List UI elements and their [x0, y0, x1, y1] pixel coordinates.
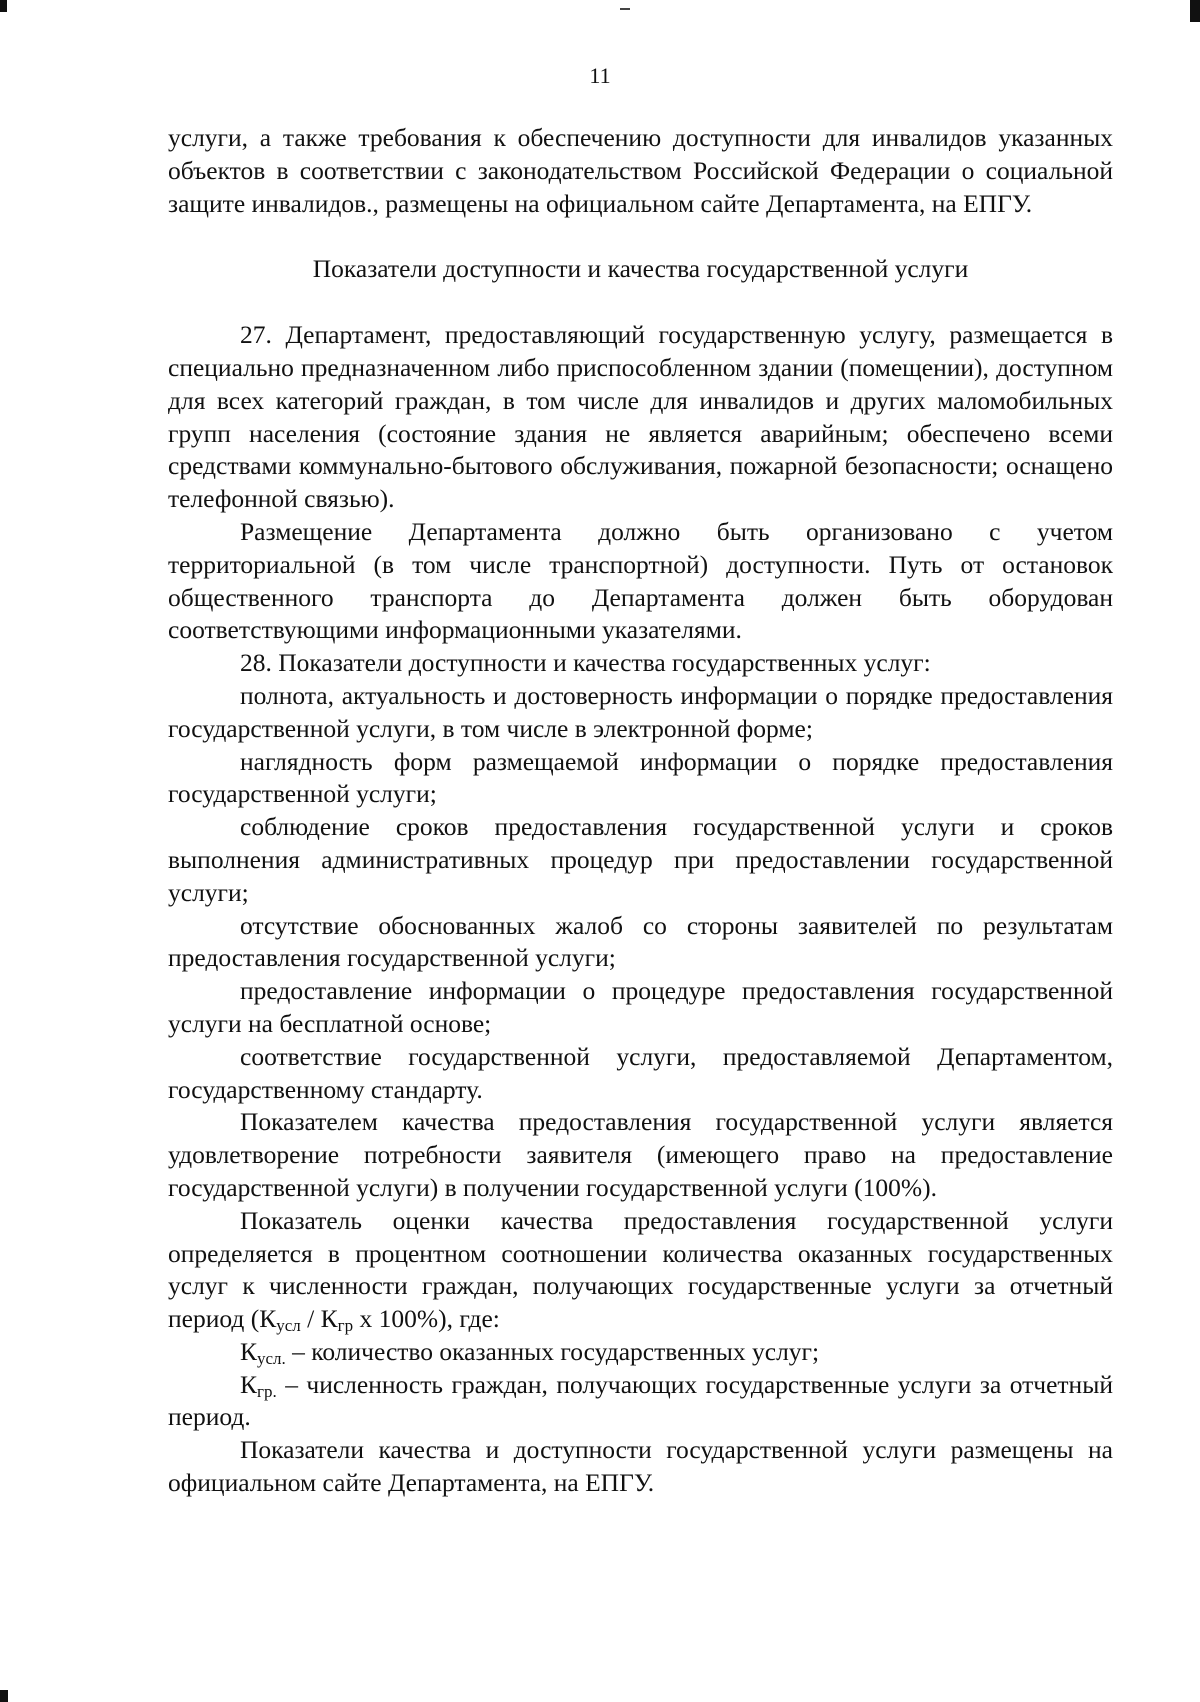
list-item: отсутствие обоснованных жалоб со стороны заявителей по результатам предоставления государственной услуги; [168, 910, 1113, 973]
paragraph-27-placement: Размещение Департамента должно быть организовано с учетом территориальной (в том числе транспортной) доступности. Путь от остановок общественного транспорта до Департамента должен быть оборудован соответствующими информационными указателями. [168, 516, 1113, 645]
quality-indicator-paragraph: Показателем качества предоставления государственной услуги является удовлетворение потребности заявителя (имеющего право на предоставление государственной услуги) в получении государственной услуги (100%). [168, 1107, 1113, 1202]
assessment-tail: х 100%), где: [353, 1304, 500, 1334]
scan-edge-mark [0, 0, 7, 12]
list-item: наглядность форм размещаемой информации о порядке предоставления государственной услуги; [168, 746, 1113, 809]
k-symbol: К [240, 1369, 258, 1399]
list-item: предоставление информации о процедуре предоставления государственной услуги на бесплатной основе; [168, 976, 1113, 1038]
assessment-paragraph [168, 1205, 1113, 1336]
intro-paragraph: услуги, а также требования к обеспечению доступности для инвалидов указанных объектов в соответствии с законодательством Российской Федерации о социальной защите инвалидов., размещены на официальном сайте Департамента, на ЕПГУ. [168, 123, 1113, 218]
assessment-text: Показатель оценки качества предоставления государственной услуги определяется в процентном соотношении количества оказанных государственных услуг к численности граждан, получающих государственные услуги за отчетный период (К [168, 1205, 1113, 1334]
paragraph-27: 27. Департамент, предоставляющий государственную услугу, размещается в специально предназначенном либо приспособленном здании (помещении), доступном для всех категорий граждан, в том числе для инвалидов и других маломобильных групп населения (состояние здания не является аварийным; обеспечено всеми средствами коммунально-бытового обслуживания, пожарной безопасности; оснащено телефонной связью). [168, 320, 1113, 514]
list-item: полнота, актуальность и достоверность информации о порядке предоставления государственной услуги, в том числе в электронной форме; [168, 680, 1113, 743]
subscript-usl: усл [276, 1316, 301, 1336]
definition-k-usl [168, 1336, 1113, 1369]
definition-text: – численность граждан, получающих государственные услуги за отчетный период. [168, 1369, 1113, 1432]
page-number: 11 [589, 63, 611, 88]
paragraph-28: 28. Показатели доступности и качества государственных услуг: [240, 648, 931, 678]
subscript-gr: гр [337, 1316, 354, 1336]
document-body [168, 122, 1113, 1500]
list-item: соблюдение сроков предоставления государственной услуги и сроков выполнения административных процедур при предоставлении государственной услуги; [168, 812, 1113, 907]
k-subscript: гр. [257, 1381, 277, 1401]
k-subscript: усл. [257, 1348, 286, 1368]
definition-text: – количество оказанных государственных услуг; [285, 1336, 820, 1366]
scan-edge-mark [0, 1690, 8, 1702]
assessment-mid: / К [300, 1304, 338, 1334]
list-item: соответствие государственной услуги, предоставляемой Департаментом, государственному стандарту. [168, 1041, 1113, 1104]
scan-edge-mark [1190, 0, 1200, 22]
definition-k-gr [168, 1369, 1113, 1435]
scan-edge-mark [620, 8, 630, 10]
section-heading: Показатели доступности и качества государственной услуги [312, 254, 969, 284]
final-paragraph: Показатели качества и доступности государственной услуги размещены на официальном сайте Департамента, на ЕПГУ. [168, 1435, 1113, 1498]
k-symbol: К [240, 1336, 258, 1366]
